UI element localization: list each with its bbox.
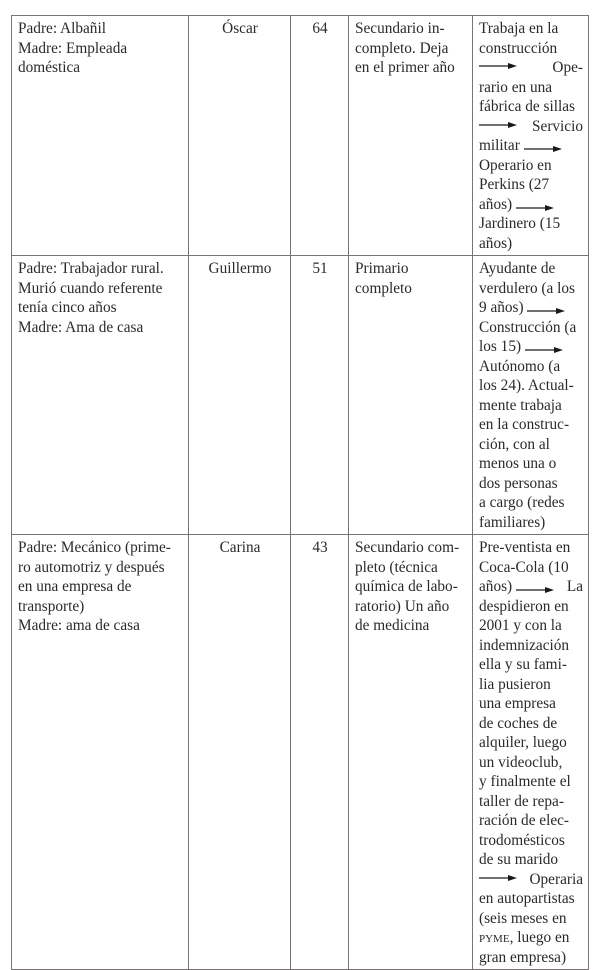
trajectory-line: en la construc- [479, 416, 570, 433]
trajectory-line: años) [479, 234, 513, 252]
name-cell [189, 16, 291, 256]
trajectory-line: , luego en [509, 929, 570, 946]
trajectory-line: Servicio [532, 117, 583, 135]
trajectory-line: Jardinero (15 [479, 215, 561, 232]
table-row [12, 256, 589, 535]
long-right-arrow-icon [525, 341, 563, 351]
trajectory-line: Operario en [479, 156, 552, 174]
parents-line: doméstica [18, 59, 81, 76]
long-right-arrow-icon [479, 869, 517, 879]
parents-line: Padre: Albañil [18, 20, 106, 37]
trajectory-line: dos personas [479, 474, 558, 492]
trajectory-line: ción, con al [479, 435, 550, 453]
parents-line: en una empresa de [18, 578, 132, 595]
person-name: Guillermo [208, 260, 272, 277]
trajectory-line: La [566, 578, 583, 595]
trajectory-line: a cargo (redes [479, 494, 565, 511]
trajectory-line: ración de elec- [479, 812, 570, 829]
person-name: Carina [219, 539, 261, 556]
trajectory-line: taller de repa- [479, 792, 564, 810]
name-cell [189, 256, 291, 535]
acronym-pyme: pyme [479, 929, 510, 946]
trajectory-line: fábrica de sillas [479, 98, 575, 115]
trajectory-line: Ope- [552, 59, 583, 76]
trajectory-line: los 15) [479, 338, 522, 355]
parents-line: Padre: Mecánico (prime- [18, 539, 171, 556]
trajectory-line: y finalmente el [479, 773, 571, 790]
parents-line: ro automotriz y después [18, 558, 165, 576]
trajectory-line: menos una o [479, 455, 557, 472]
parents-cell [12, 16, 189, 256]
education-line: Secundario in- [355, 20, 445, 37]
trajectory-line: mente trabaja [479, 396, 562, 414]
parents-line: tenía cinco años [18, 299, 117, 316]
long-right-arrow-icon [516, 199, 554, 209]
trajectory-line: alquiler, luego [479, 734, 567, 751]
trajectory-line: años) [479, 578, 513, 595]
trajectory-cell [473, 256, 589, 535]
education-line: completo [355, 279, 412, 297]
long-right-arrow-icon [524, 140, 562, 150]
trajectory-line: ella y su fami- [479, 656, 567, 673]
trajectory-cell [473, 16, 589, 256]
education-line: ratorio) Un año [355, 597, 450, 615]
trajectory-line: indemnización [479, 636, 570, 654]
trajectory-line: gran empresa) [479, 948, 567, 966]
trajectory-line: de su marido [479, 851, 559, 868]
trajectory-line: Operaria [529, 870, 583, 888]
name-cell [189, 535, 291, 970]
long-right-arrow-icon [527, 302, 565, 312]
age-cell [291, 256, 349, 535]
education-line: Secundario com- [355, 539, 460, 556]
parents-line: Madre: Empleada [18, 39, 128, 57]
table-row [12, 535, 589, 970]
person-age: 64 [312, 20, 328, 37]
trajectory-line: los 24). Actual- [479, 377, 574, 394]
trajectory-line: Construcción (a [479, 318, 577, 336]
education-line: química de labo- [355, 578, 458, 595]
parents-line: Madre: ama de casa [18, 617, 140, 634]
trajectory-line: un videoclub, [479, 753, 563, 771]
trajectory-line: 2001 y con la [479, 617, 562, 634]
trajectory-line: 9 años) [479, 299, 524, 316]
trajectory-line: (seis meses en [479, 909, 567, 927]
trajectory-line: una empresa [479, 695, 556, 712]
parents-cell [12, 535, 189, 970]
trajectory-line: Pre-ventista en [479, 539, 571, 556]
education-cell [349, 535, 473, 970]
trajectory-line: de coches de [479, 714, 558, 732]
education-cell [349, 16, 473, 256]
trajectory-line: Trabaja en la [479, 20, 559, 37]
trajectory-line: rario en una [479, 78, 553, 96]
trajectory-line: Autónomo (a [479, 357, 561, 375]
trajectory-cell [473, 535, 589, 970]
long-right-arrow-icon [479, 57, 517, 67]
parents-line: transporte) [18, 597, 85, 615]
trajectory-line: verdulero (a los [479, 279, 575, 297]
trajectory-line: familiares) [479, 513, 546, 531]
trajectory-line: en autopartistas [479, 890, 575, 907]
person-age: 43 [312, 539, 328, 556]
trajectory-line: trodomésticos [479, 831, 565, 849]
parents-cell [12, 256, 189, 535]
age-cell [291, 16, 349, 256]
long-right-arrow-icon [479, 116, 517, 126]
parents-line: Padre: Trabajador rural. [18, 260, 164, 277]
trajectory-line: construcción [479, 39, 558, 57]
trajectory-line: Perkins (27 [479, 176, 550, 193]
long-right-arrow-icon [516, 581, 554, 591]
education-line: Primario [355, 260, 409, 277]
person-name: Óscar [222, 20, 258, 37]
education-line: en el primer año [355, 59, 455, 76]
parents-line: Murió cuando referente [18, 279, 163, 297]
trajectory-line: lia pusieron [479, 675, 551, 693]
education-cell [349, 256, 473, 535]
trajectory-line: años) [479, 195, 513, 213]
table-row [12, 16, 589, 256]
trajectory-line: Ayudante de [479, 260, 556, 277]
family-trajectory-table [11, 15, 589, 970]
age-cell [291, 535, 349, 970]
trajectory-line: militar [479, 137, 520, 154]
parents-line: Madre: Ama de casa [18, 318, 144, 336]
trajectory-line: Coca-Cola (10 [479, 558, 569, 576]
education-line: de medicina [355, 617, 430, 634]
person-age: 51 [312, 260, 328, 277]
education-line: completo. Deja [355, 39, 449, 57]
trajectory-line: despidieron en [479, 597, 569, 615]
education-line: pleto (técnica [355, 558, 438, 576]
